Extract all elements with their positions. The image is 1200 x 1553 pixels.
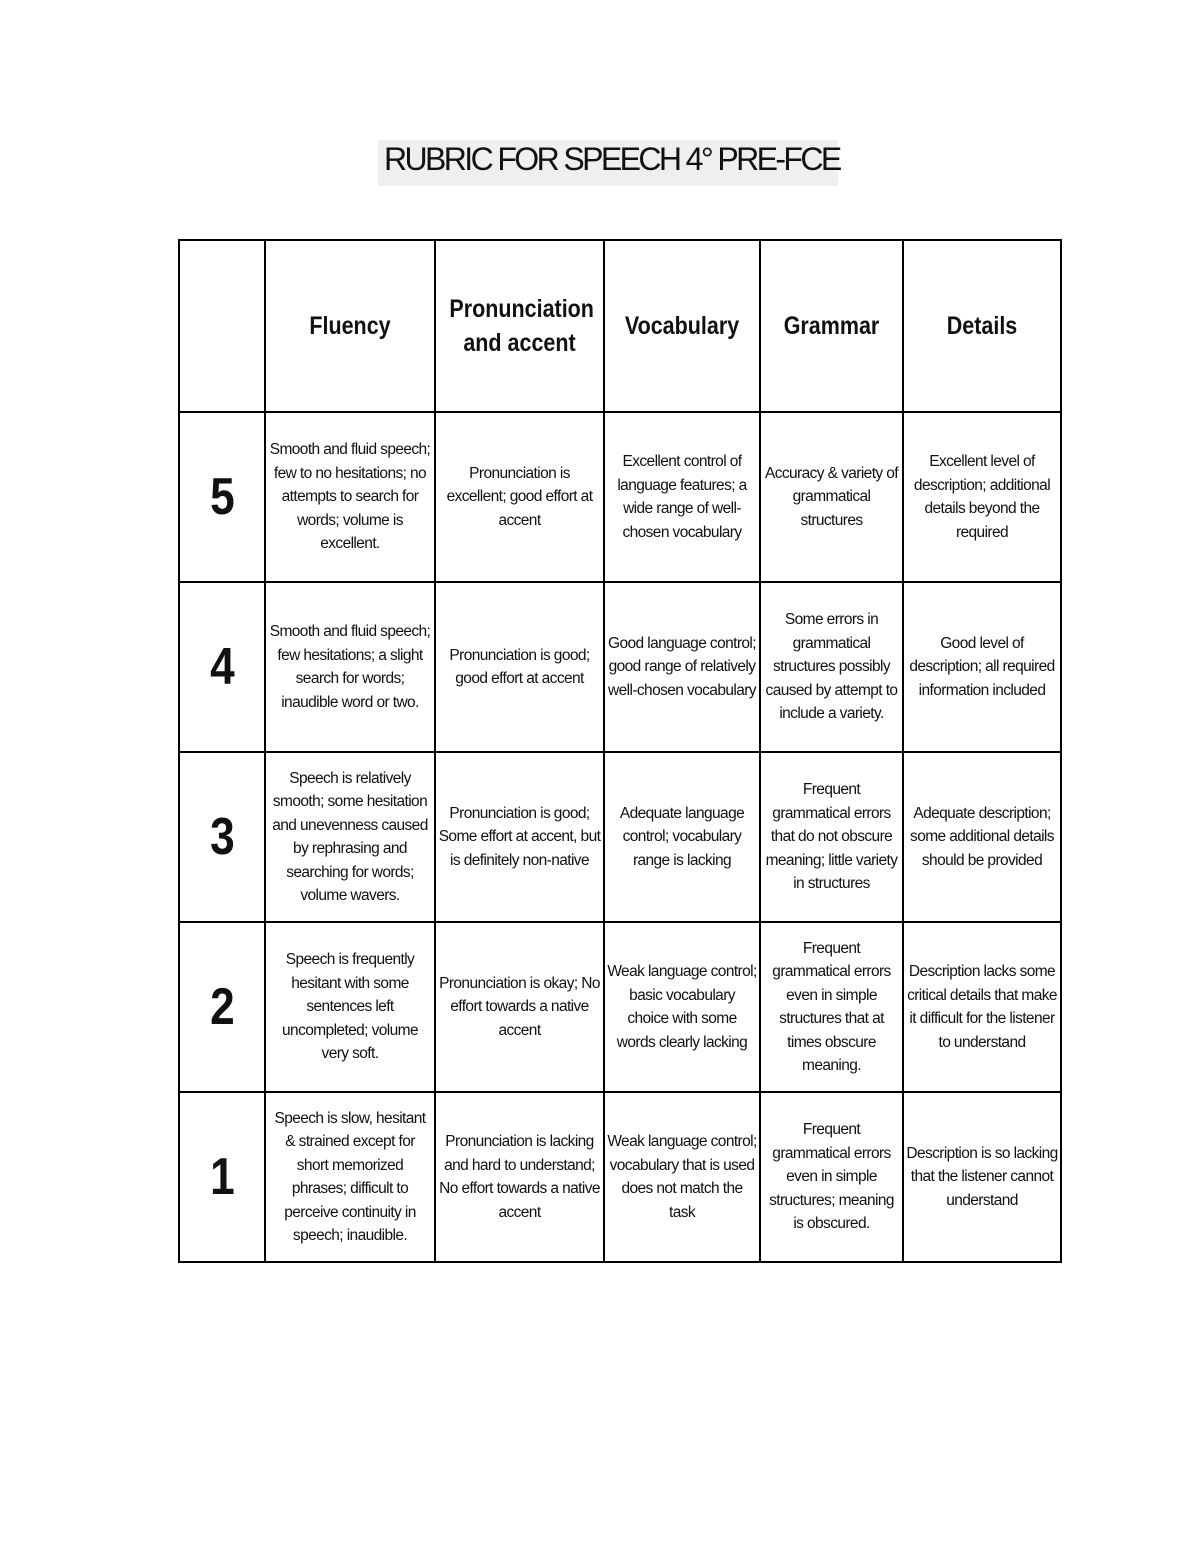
table-row xyxy=(179,1092,1061,1262)
header-corner-cell xyxy=(179,240,265,412)
vocabulary-cell: Weak language control; vocabulary that is used does not match the task xyxy=(604,1092,760,1262)
details-cell: Description is so lacking that the listener cannot understand xyxy=(903,1092,1061,1262)
grammar-cell: Some errors in grammatical structures possibly caused by attempt to include a variety. xyxy=(760,582,903,752)
grammar-cell: Frequent grammatical errors even in simple structures that at times obscure meaning. xyxy=(760,922,903,1092)
score-cell xyxy=(179,1092,265,1262)
score-cell xyxy=(179,582,265,752)
details-cell: Description lacks some critical details that make it difficult for the listener to understand xyxy=(903,922,1061,1092)
page-title: RUBRIC FOR SPEECH 4° PRE-FCE xyxy=(384,141,840,177)
header-pronunciation: Pronunciation and accent xyxy=(447,240,592,412)
fluency-cell: Smooth and fluid speech; few hesitations; a slight search for words; inaudible word or two. xyxy=(265,582,435,752)
score-value: 4 xyxy=(209,638,235,696)
vocabulary-cell: Adequate language control; vocabulary range is lacking xyxy=(604,752,760,922)
grammar-cell: Accuracy & variety of grammatical structures xyxy=(760,412,903,582)
score-cell xyxy=(179,922,265,1092)
score-value: 3 xyxy=(209,808,235,866)
pronunciation-cell: Pronunciation is lacking and hard to understand; No effort towards a native accent xyxy=(435,1092,604,1262)
score-value: 5 xyxy=(209,468,235,526)
pronunciation-cell: Pronunciation is good; Some effort at accent, but is definitely non-native xyxy=(435,752,604,922)
table-row xyxy=(179,582,1061,752)
table-row xyxy=(179,412,1061,582)
details-cell: Adequate description; some additional details should be provided xyxy=(903,752,1061,922)
fluency-cell: Speech is slow, hesitant & strained except for short memorized phrases; difficult to perceive continuity in speech; inaudible. xyxy=(265,1092,435,1262)
vocabulary-cell: Weak language control; basic vocabulary choice with some words clearly lacking xyxy=(604,922,760,1092)
fluency-cell: Speech is frequently hesitant with some sentences left uncompleted; volume very soft. xyxy=(265,922,435,1092)
fluency-cell: Smooth and fluid speech; few to no hesitations; no attempts to search for words; volume is excellent. xyxy=(265,412,435,582)
header-fluency: Fluency xyxy=(277,240,423,412)
score-value: 1 xyxy=(209,1148,235,1206)
table-row xyxy=(179,752,1061,922)
score-cell xyxy=(179,752,265,922)
vocabulary-cell: Excellent control of language features; a wide range of well-chosen vocabulary xyxy=(604,412,760,582)
grammar-cell: Frequent grammatical errors even in simple structures; meaning is obscured. xyxy=(760,1092,903,1262)
pronunciation-cell: Pronunciation is excellent; good effort at accent xyxy=(435,412,604,582)
header-grammar: Grammar xyxy=(770,240,893,412)
table-row xyxy=(179,922,1061,1092)
details-cell: Excellent level of description; additional details beyond the required xyxy=(903,412,1061,582)
header-vocabulary: Vocabulary xyxy=(615,240,749,412)
pronunciation-cell: Pronunciation is okay; No effort towards a native accent xyxy=(435,922,604,1092)
header-row xyxy=(179,240,1061,412)
score-cell xyxy=(179,412,265,582)
score-value: 2 xyxy=(209,978,235,1036)
details-cell: Good level of description; all required information included xyxy=(903,582,1061,752)
fluency-cell: Speech is relatively smooth; some hesitation and unevenness caused by rephrasing and searching for words; volume wavers. xyxy=(265,752,435,922)
rubric-table xyxy=(178,239,1062,1263)
pronunciation-cell: Pronunciation is good; good effort at accent xyxy=(435,582,604,752)
header-details: Details xyxy=(914,240,1050,412)
grammar-cell: Frequent grammatical errors that do not obscure meaning; little variety in structures xyxy=(760,752,903,922)
vocabulary-cell: Good language control; good range of relatively well-chosen vocabulary xyxy=(604,582,760,752)
